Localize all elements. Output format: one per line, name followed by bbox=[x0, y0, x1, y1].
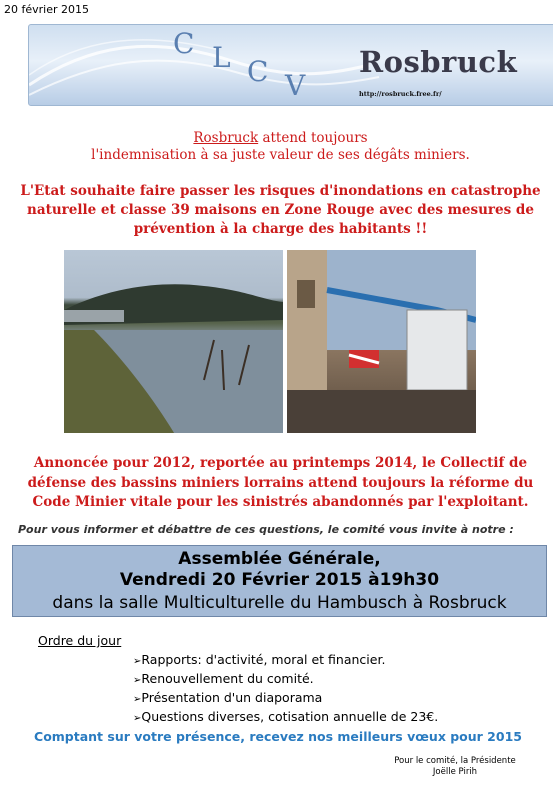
paragraph-line: Code Minier vitale pour les sinistrés abandonnés par l'exploitant. bbox=[32, 494, 529, 510]
paragraph-line: défense des bassins miniers lorrains attend toujours la réforme du bbox=[27, 474, 534, 491]
agenda-list bbox=[133, 651, 438, 727]
banner-letter: V bbox=[285, 69, 306, 102]
agenda-title: Ordre du jour bbox=[38, 633, 122, 648]
banner-letter: C bbox=[173, 27, 195, 60]
mining-damage-photo bbox=[287, 250, 476, 433]
paragraph-line: naturelle et classe 39 maisons en Zone Rouge avec des mesures de bbox=[27, 202, 534, 218]
headline bbox=[8, 130, 553, 164]
agenda-item: ➢ Présentation d'un diaporama bbox=[133, 689, 438, 708]
assembly-box bbox=[12, 545, 547, 617]
paragraph-line: L'Etat souhaite faire passer les risques d'inondations en catastrophe bbox=[20, 183, 541, 199]
signature-name: Joëlle Pirih bbox=[432, 767, 478, 777]
headline-line2: l'indemnisation à sa juste valeur de ses dégâts miniers. bbox=[91, 147, 470, 163]
banner-url: http://rosbruck.free.fr/ bbox=[359, 90, 442, 98]
paragraph-code-minier bbox=[8, 454, 553, 513]
paragraph-line: prévention à la charge des habitants !! bbox=[133, 221, 428, 237]
banner-town-name: Rosbruck bbox=[359, 45, 518, 79]
assembly-location: dans la salle Multiculturelle du Hambusch à Rosbruck bbox=[52, 593, 507, 613]
flood-river-photo bbox=[64, 250, 283, 433]
closing-text: Comptant sur votre présence, recevez nos meilleurs vœux pour 2015 bbox=[34, 729, 522, 744]
assembly-title: Assemblée Générale, bbox=[178, 549, 381, 569]
headline-town: Rosbruck bbox=[193, 130, 259, 146]
banner-letter: L bbox=[212, 41, 231, 74]
assembly-datetime: Vendredi 20 Février 2015 à19h30 bbox=[119, 570, 440, 590]
headline-rest: attend toujours bbox=[258, 130, 368, 146]
paragraph-line: Annoncée pour 2012, reportée au printemps 2014, le Collectif de bbox=[33, 455, 528, 471]
mining-damage-illustration bbox=[287, 250, 476, 433]
signature-role: Pour le comité, la Présidente bbox=[394, 756, 516, 766]
agenda-item: ➢ Rapports: d'activité, moral et financier. bbox=[133, 651, 438, 670]
agenda-item: ➢ Renouvellement du comité. bbox=[133, 670, 438, 689]
signature bbox=[380, 756, 530, 778]
paragraph-zone-rouge bbox=[8, 182, 553, 239]
clcv-banner bbox=[28, 24, 553, 106]
flood-river-illustration bbox=[64, 250, 283, 433]
agenda-item: ➢ Questions diverses, cotisation annuelle de 23€. bbox=[133, 708, 438, 727]
invitation-text: Pour vous informer et débattre de ces questions, le comité vous invite à notre : bbox=[18, 523, 514, 536]
document-date: 20 février 2015 bbox=[4, 3, 90, 16]
banner-letter: C bbox=[247, 55, 269, 88]
